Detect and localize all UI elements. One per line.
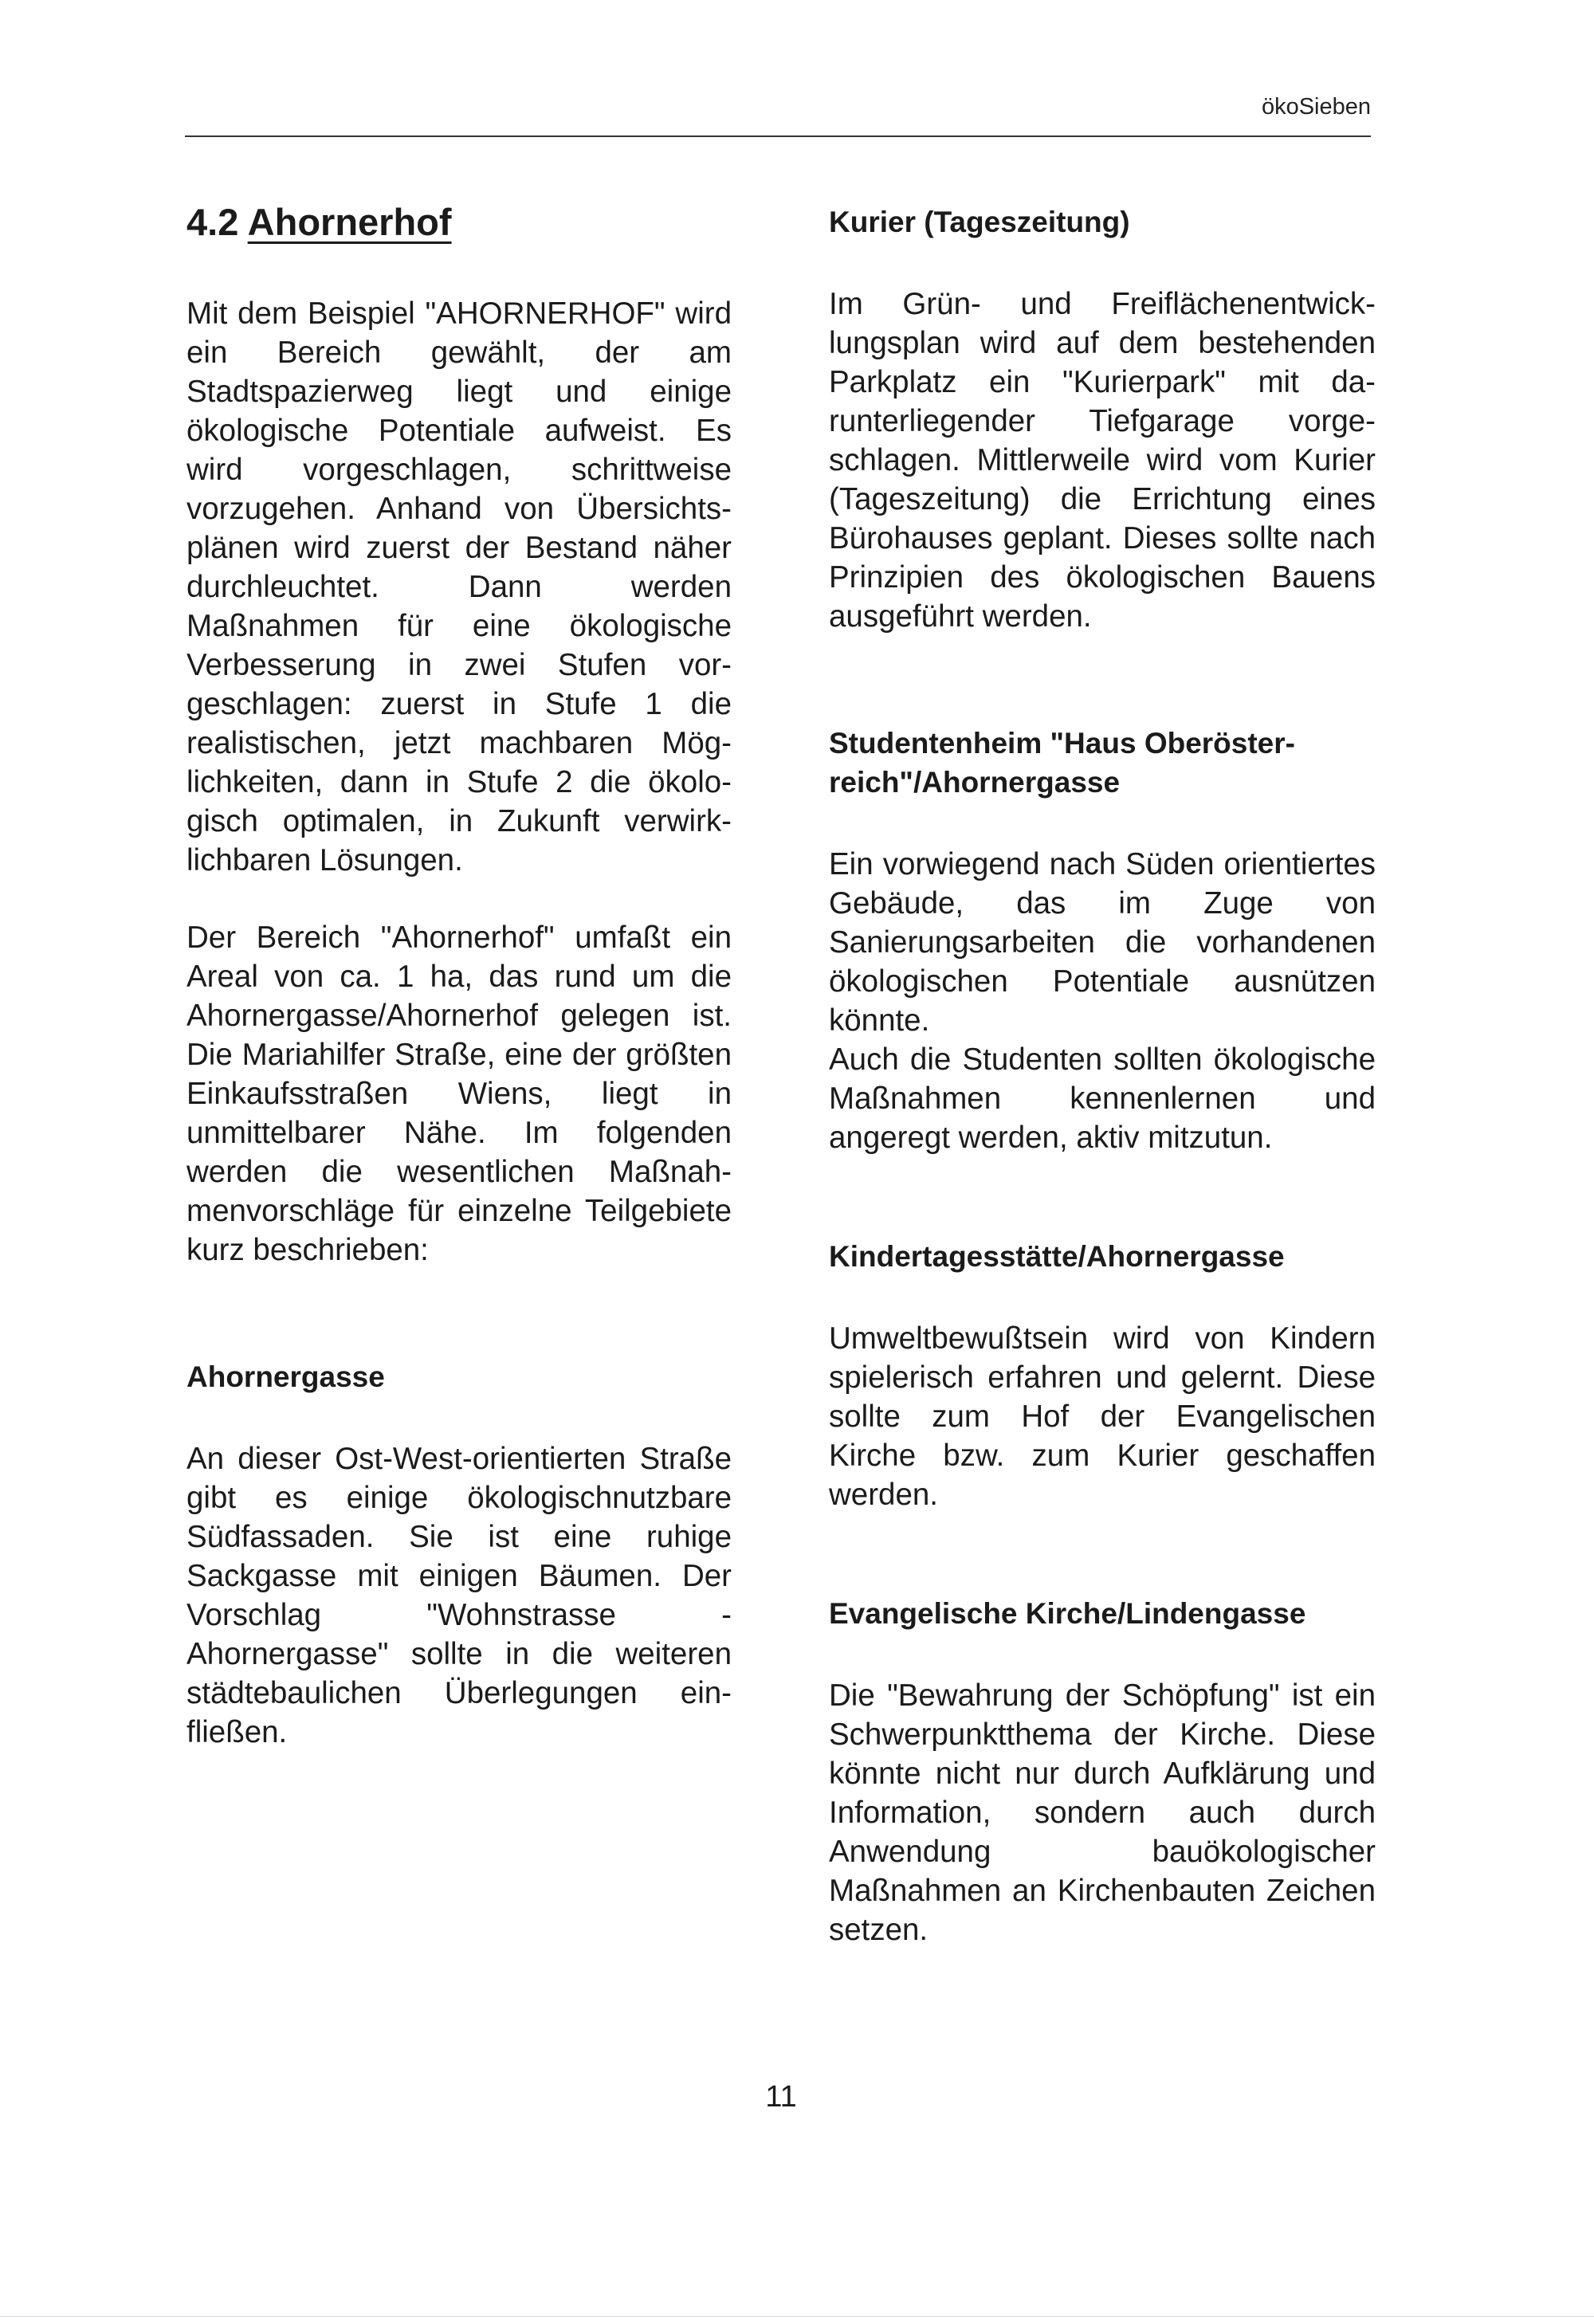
intro-paragraph: Mit dem Beispiel "AHORNERHOF" wird ein Bereich gewählt, der am Stadtspazierweg liegt und einige ökologische Potentiale aufweist. Es wird vorgeschlagen, schrittweise vorzugehen. Anhand von Übersichtsplänen wird zuerst der Bestand näher durchleuchtet. Dann werden Maßnahmen für eine ökologische Verbesserung in zwei Stufen vorgeschlagen: zuerst in Stufe 1 die realistischen, jetzt machbaren Möglichkeiten, dann in Stufe 2 die ökologisch optimalen, in Zukunft verwirklichbaren Lösungen. bbox=[186, 296, 732, 878]
paragraph-kurier: Im Grün- und Freiflächenentwicklungsplan wird auf dem bestehenden Parkplatz ein "Kurierpark" mit darunterliegender Tiefgarage vorgeschlagen. Mittlerweile wird vom Kurier (Tageszeitung) die Errichtung eines Bürohauses geplant. Dieses sollte nach Prinzipien des ökologischen Bauens ausgeführt werden. bbox=[829, 287, 1376, 634]
heading-kurier: Kurier (Tageszeitung) bbox=[829, 206, 1130, 238]
heading-ahornergasse: Ahornergasse bbox=[186, 1360, 385, 1394]
paragraph-studentenheim-2: Auch die Studenten sollten ökologische Maßnahmen kennenlernen und angeregt werden, aktiv mitzutun. bbox=[829, 1042, 1376, 1155]
header-rule bbox=[185, 135, 1371, 137]
heading-studentenheim: Studentenheim "Haus Oberösterreich"/Ahornergasse bbox=[829, 727, 1295, 799]
left-column bbox=[186, 198, 732, 1752]
section-number: 4.2 bbox=[186, 201, 239, 243]
right-column bbox=[829, 198, 1376, 1949]
area-paragraph: Der Bereich "Ahornerhof" umfaßt ein Areal von ca. 1 ha, das rund um die Ahornergasse/Ahornerhof gelegen ist. Die Mariahilfer Straße, eine der größten Einkaufsstraßen Wiens, liegt in unmittelbarer Nähe. Im folgenden werden die wesentlichen Maßnahmenvorschläge für einzelne Teilgebiete kurz beschrieben: bbox=[186, 921, 732, 1268]
paragraph-ahornergasse: An dieser Ost-West-orientierten Straße gibt es einige ökologischnutzbare Südfassaden. Sie ist eine ruhige Sackgasse mit einigen Bäumen. Der Vorschlag "Wohnstrasse - Ahornergasse" sollte in die weiteren städtebaulichen Überlegungen einfließen. bbox=[186, 1442, 732, 1750]
heading-kindertagesstaette: Kindertagesstätte/Ahornergasse bbox=[829, 1240, 1285, 1273]
section-title-text: Ahornerhof bbox=[247, 201, 452, 243]
section-title bbox=[186, 198, 732, 246]
page-number: 11 bbox=[765, 2080, 797, 2114]
paragraph-studentenheim-1: Ein vorwiegend nach Süden orientiertes Gebäude, das im Zuge von Sanierungsarbeiten die vorhandenen ökologischen Potentiale ausnützen könnte. bbox=[829, 847, 1376, 1038]
paragraph-kindertagesstaette: Umweltbewußtsein wird von Kindern spielerisch erfahren und gelernt. Diese sollte zum Hof der Evangelischen Kirche bzw. zum Kurier geschaffen werden. bbox=[829, 1321, 1376, 1512]
heading-evangelische-kirche: Evangelische Kirche/Lindengasse bbox=[829, 1597, 1306, 1630]
paragraph-evangelische-kirche: Die "Bewahrung der Schöpfung" ist ein Schwerpunktthema der Kirche. Diese könnte nicht nur durch Aufklärung und Information, sondern auch durch Anwendung bauökologischer Maßnahmen an Kirchenbauten Zeichen setzen. bbox=[829, 1678, 1376, 1947]
running-header: ökoSieben bbox=[1261, 94, 1371, 120]
scan-edge-line bbox=[0, 2316, 1594, 2317]
